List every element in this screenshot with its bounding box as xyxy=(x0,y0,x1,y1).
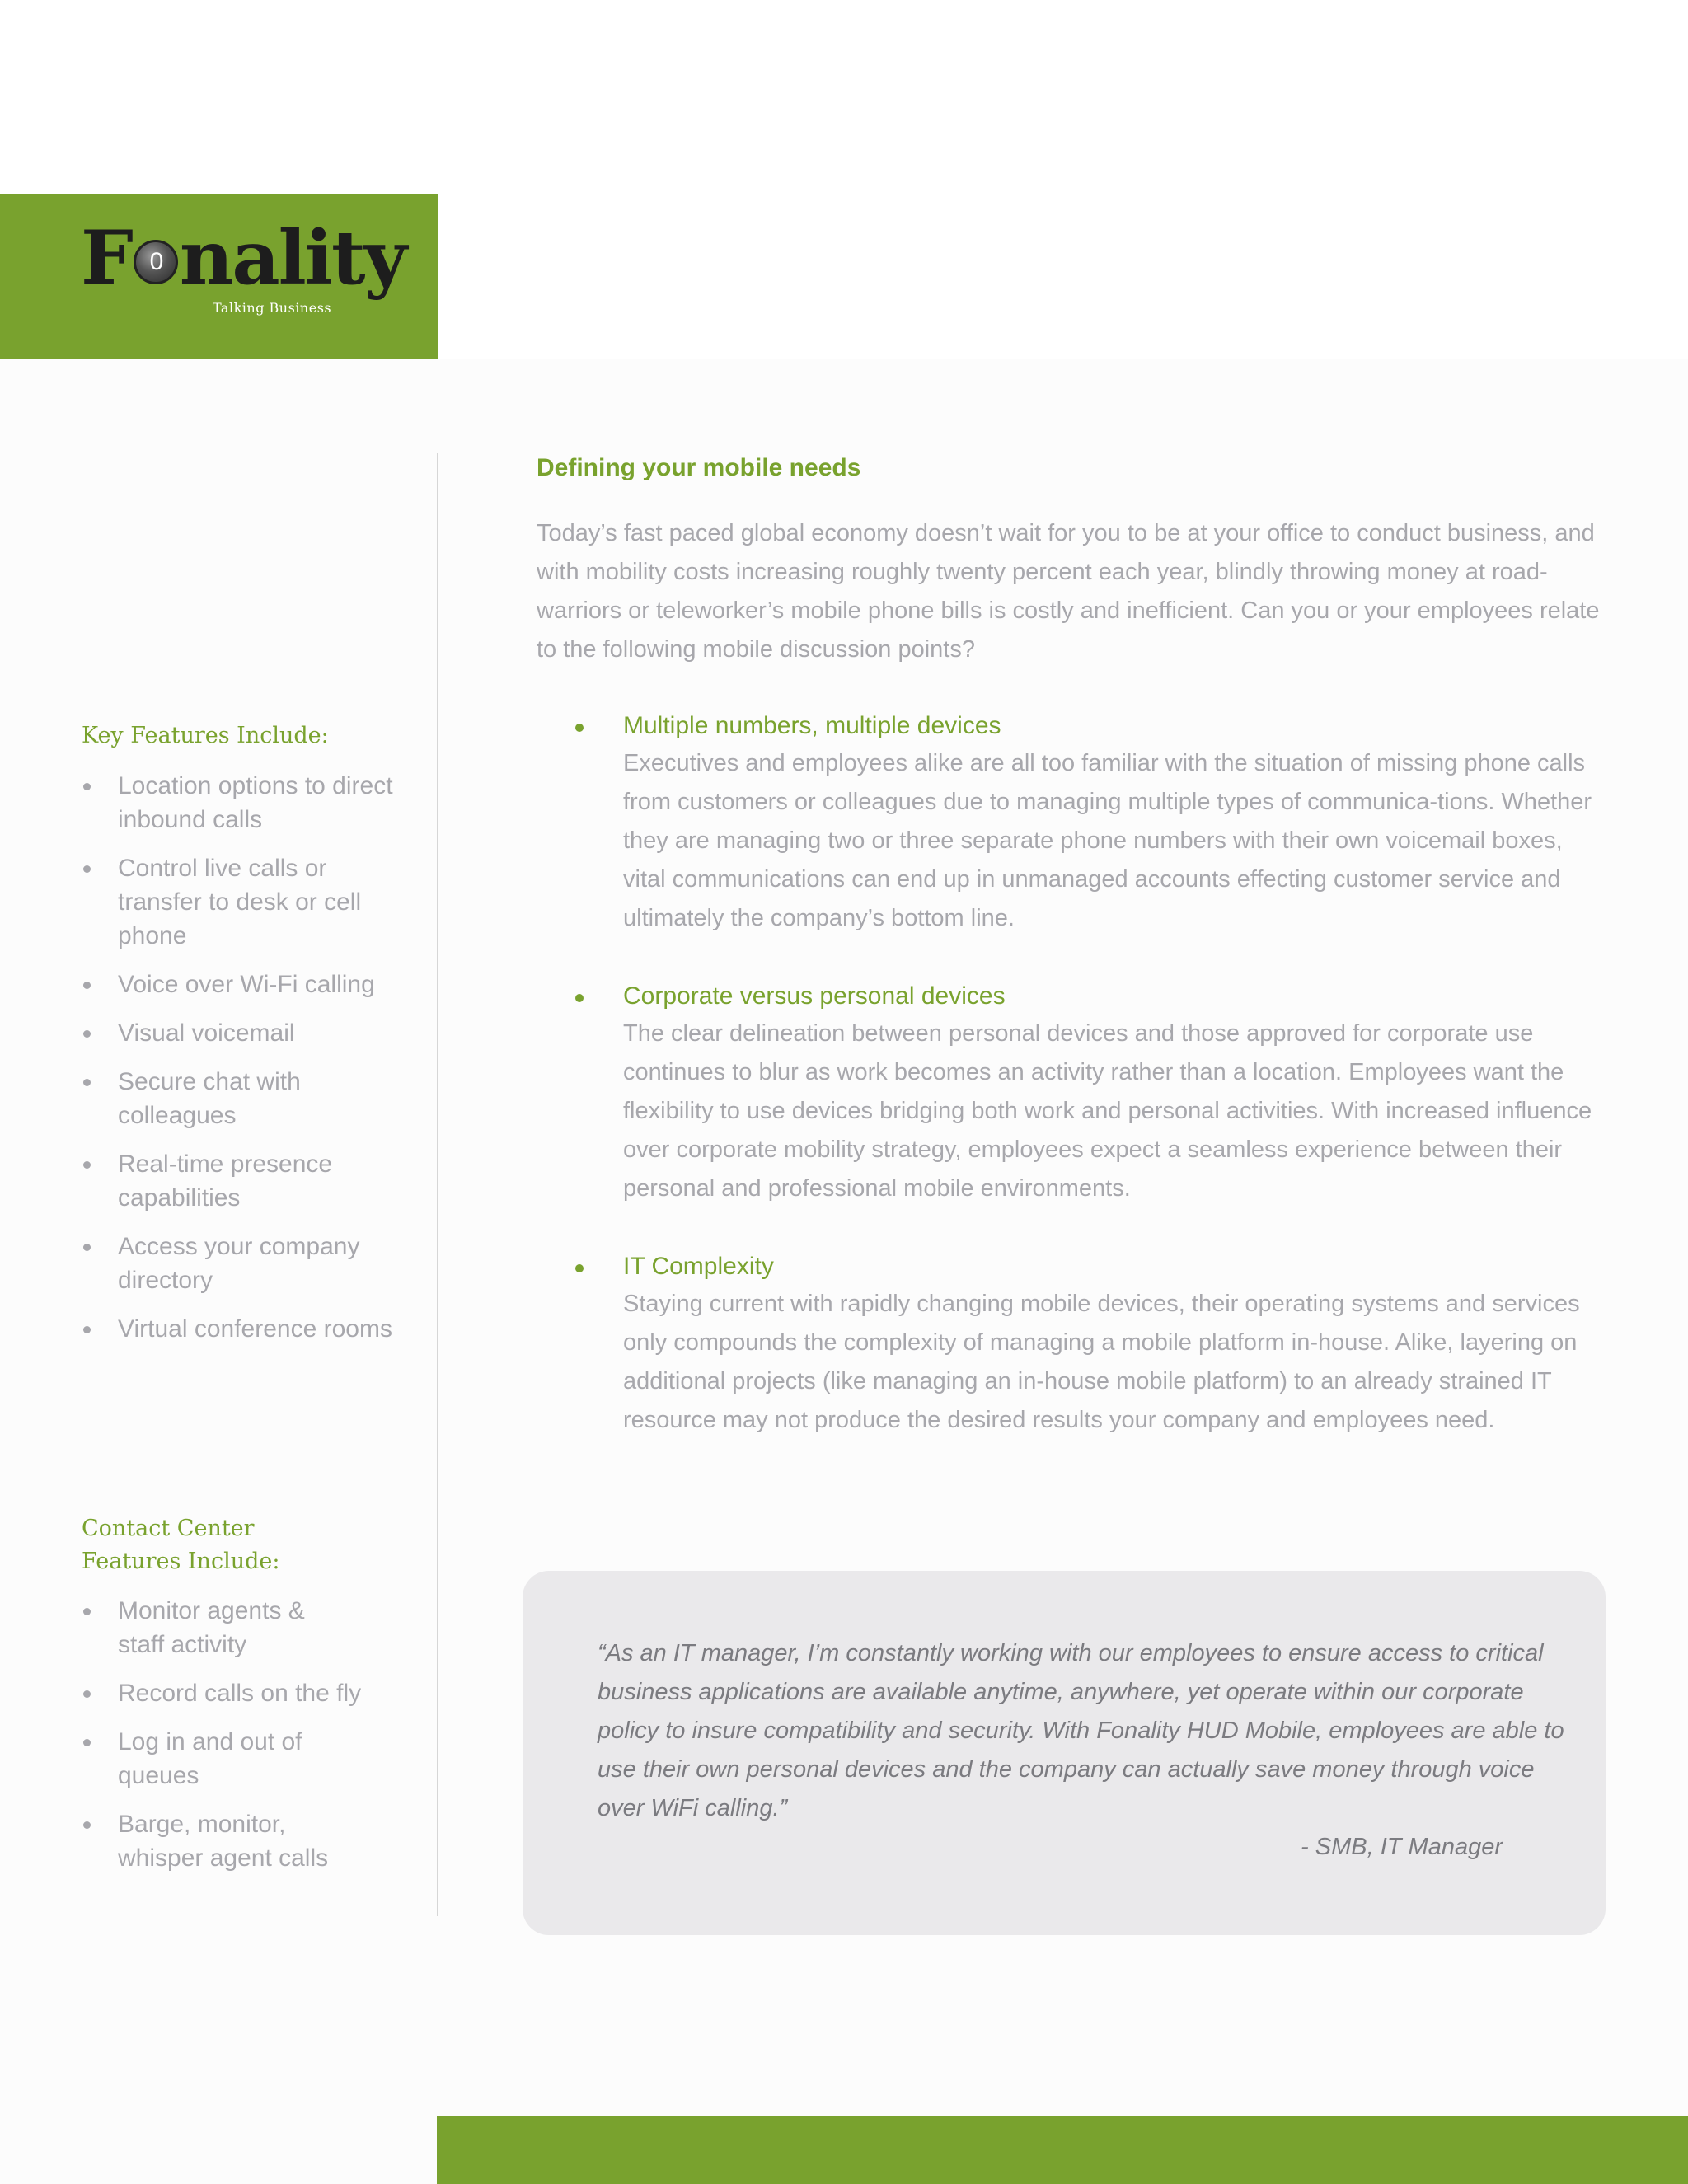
list-item: Location options to direct inbound calls xyxy=(82,769,395,837)
list-item: Barge, monitor, whisper agent calls xyxy=(82,1807,365,1875)
testimonial-attribution: - SMB, IT Manager xyxy=(1301,1834,1503,1860)
list-item: Real-time presence capabilities xyxy=(82,1147,395,1215)
bullet-dot-icon xyxy=(575,994,584,1002)
intro-paragraph: Today’s fast paced global economy doesn’t wait for you to be at your office to conduct business, and with mobility costs increasing roughly twenty percent each year, blindly throwing money at road-warriors or teleworker’s mobile phone bills is costly and inefficient. Can you or your employees relate to the following mobile discussion points? xyxy=(537,520,1600,663)
list-item: Record calls on the fly xyxy=(82,1676,395,1710)
bullet-dot-icon xyxy=(575,724,584,732)
point-title: IT Complexity xyxy=(623,1253,774,1280)
point-title: Multiple numbers, multiple devices xyxy=(623,712,1001,739)
fonality-logo xyxy=(81,214,410,302)
list-item: Access your company directory xyxy=(82,1230,395,1297)
list-item: Log in and out of queues xyxy=(82,1725,357,1793)
list-item: Monitor agents & staff activity xyxy=(82,1594,357,1661)
key-features-heading: Key Features Include: xyxy=(82,723,329,748)
contact-center-heading: Contact Center Features Include: xyxy=(82,1516,280,1574)
footer-bar xyxy=(437,2116,1688,2184)
testimonial-quote: “As an IT manager, I’m constantly working with our employees to ensure access to critical business applications are available anytime, anywhere, yet operate within our corporate policy to insure compatibility and security. With Fonality HUD Mobile, employees are able to use their own personal devices and the company can actually save money through voice over WiFi calling.” xyxy=(598,1640,1564,1821)
list-item: Control live calls or transfer to desk or cell phone xyxy=(82,851,395,953)
list-item: Visual voicemail xyxy=(82,1016,395,1050)
list-item: Voice over Wi-Fi calling xyxy=(82,968,395,1001)
logo-o-dial-icon: 0 xyxy=(134,240,178,284)
point-text: The clear delineation between personal devices and those approved for corporate use continues to blur as work becomes an activity rather than a location. Employees want the flexibility to use devices bridging both work and personal activities. With increased influence over corporate mobility strategy, employees expect a seamless experience between their personal and professional mobile environments. xyxy=(623,1020,1592,1202)
point-title: Corporate versus personal devices xyxy=(623,982,1006,1010)
point-text: Executives and employees alike are all too familiar with the situation of missing phone calls from customers or colleagues due to managing multiple types of communica-tions. Whether they are managing two or three separate phone numbers with their own voicemail boxes, vital communications can end up in unmanaged accounts effecting customer service and ultimately the company’s bottom line. xyxy=(623,750,1592,931)
list-item: Secure chat with colleagues xyxy=(82,1065,395,1132)
column-divider xyxy=(437,453,438,1916)
logo-letters-nality: nality xyxy=(179,214,406,302)
key-features-list xyxy=(82,769,395,1361)
logo-letter-f: F xyxy=(81,214,132,302)
section-heading: Defining your mobile needs xyxy=(537,454,861,481)
contact-center-list xyxy=(82,1594,395,1890)
list-item: Virtual conference rooms xyxy=(82,1312,395,1346)
bullet-dot-icon xyxy=(575,1264,584,1272)
point-text: Staying current with rapidly changing mobile devices, their operating systems and services only compounds the complexity of managing a mobile platform in-house. Alike, layering on additional projects (like managing an in-house mobile platform) to an already strained IT resource may not produce the desired results your company and employees need. xyxy=(623,1291,1580,1433)
logo-tagline: Talking Business xyxy=(213,300,332,316)
